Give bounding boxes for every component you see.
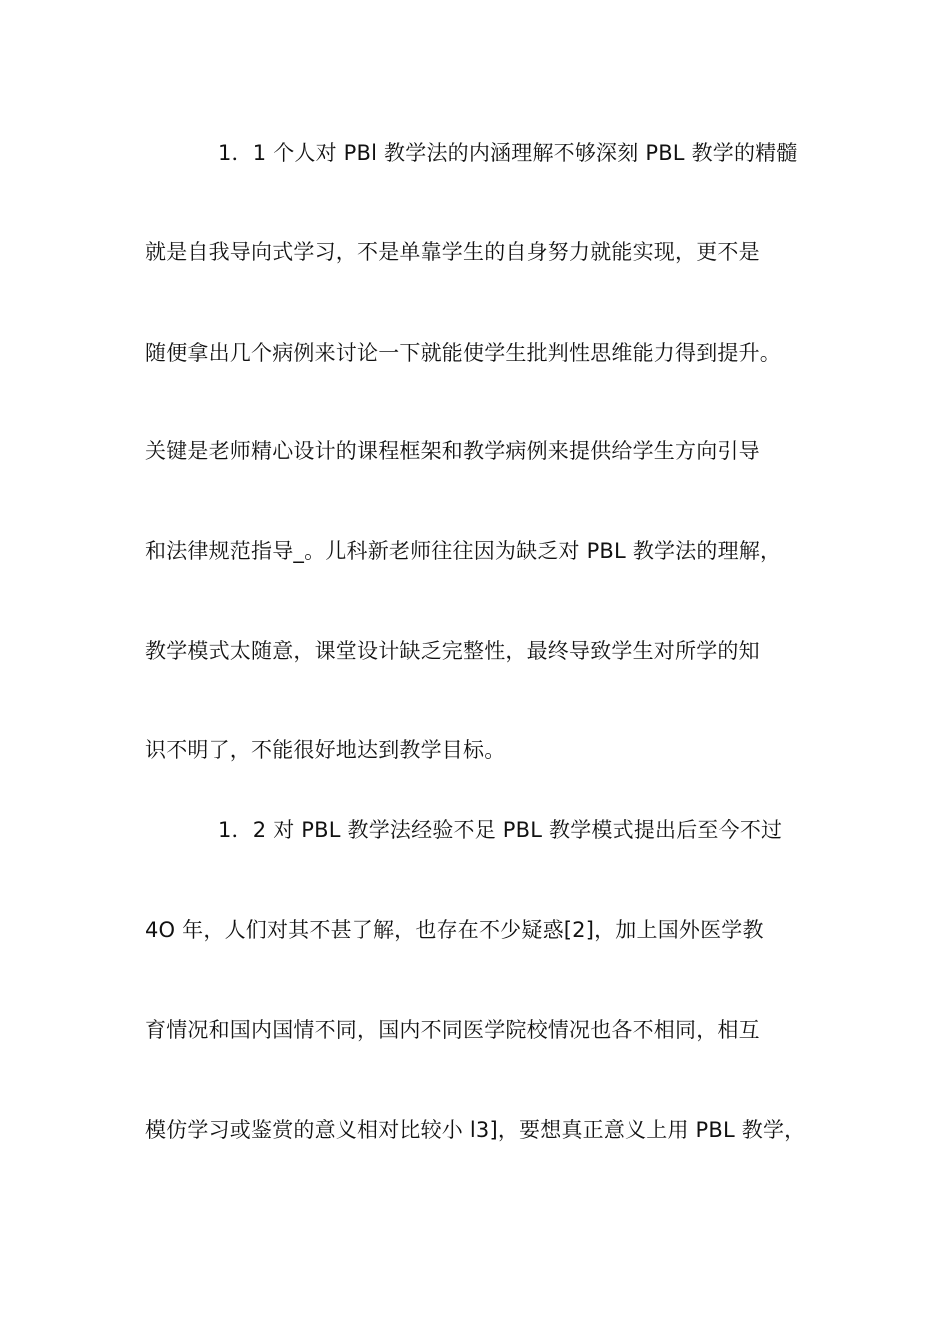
- section-1-1-heading-line: 1．1 个人对 PBl 教学法的内涵理解不够深刻 PBL 教学的精髓: [218, 141, 798, 165]
- paragraph-line: 就是自我导向式学习，不是单靠学生的自身努力就能实现，更不是: [145, 240, 760, 264]
- paragraph-line: 随便拿出几个病例来讨论一下就能使学生批判性思维能力得到提升。: [145, 341, 781, 365]
- paragraph-line: 教学模式太随意，课堂设计缺乏完整性，最终导致学生对所学的知: [145, 639, 760, 663]
- paragraph-line: 关键是老师精心设计的课程框架和教学病例来提供给学生方向引导: [145, 439, 760, 463]
- paragraph-line: 和法律规范指导_。儿科新老师往往因为缺乏对 PBL 教学法的理解，: [145, 539, 782, 563]
- paragraph-line: 4O 年，人们对其不甚了解，也存在不少疑惑[2]，加上国外医学教: [145, 918, 764, 942]
- paragraph-line: 模仿学习或鉴赏的意义相对比较小 l3]，要想真正意义上用 PBL 教学，: [145, 1118, 806, 1142]
- paragraph-line: 识不明了，不能很好地达到教学目标。: [145, 738, 506, 762]
- paragraph-line: 育情况和国内国情不同，国内不同医学院校情况也各不相同，相互: [145, 1018, 760, 1042]
- section-1-2-heading-line: 1．2 对 PBL 教学法经验不足 PBL 教学模式提出后至今不过: [218, 818, 783, 842]
